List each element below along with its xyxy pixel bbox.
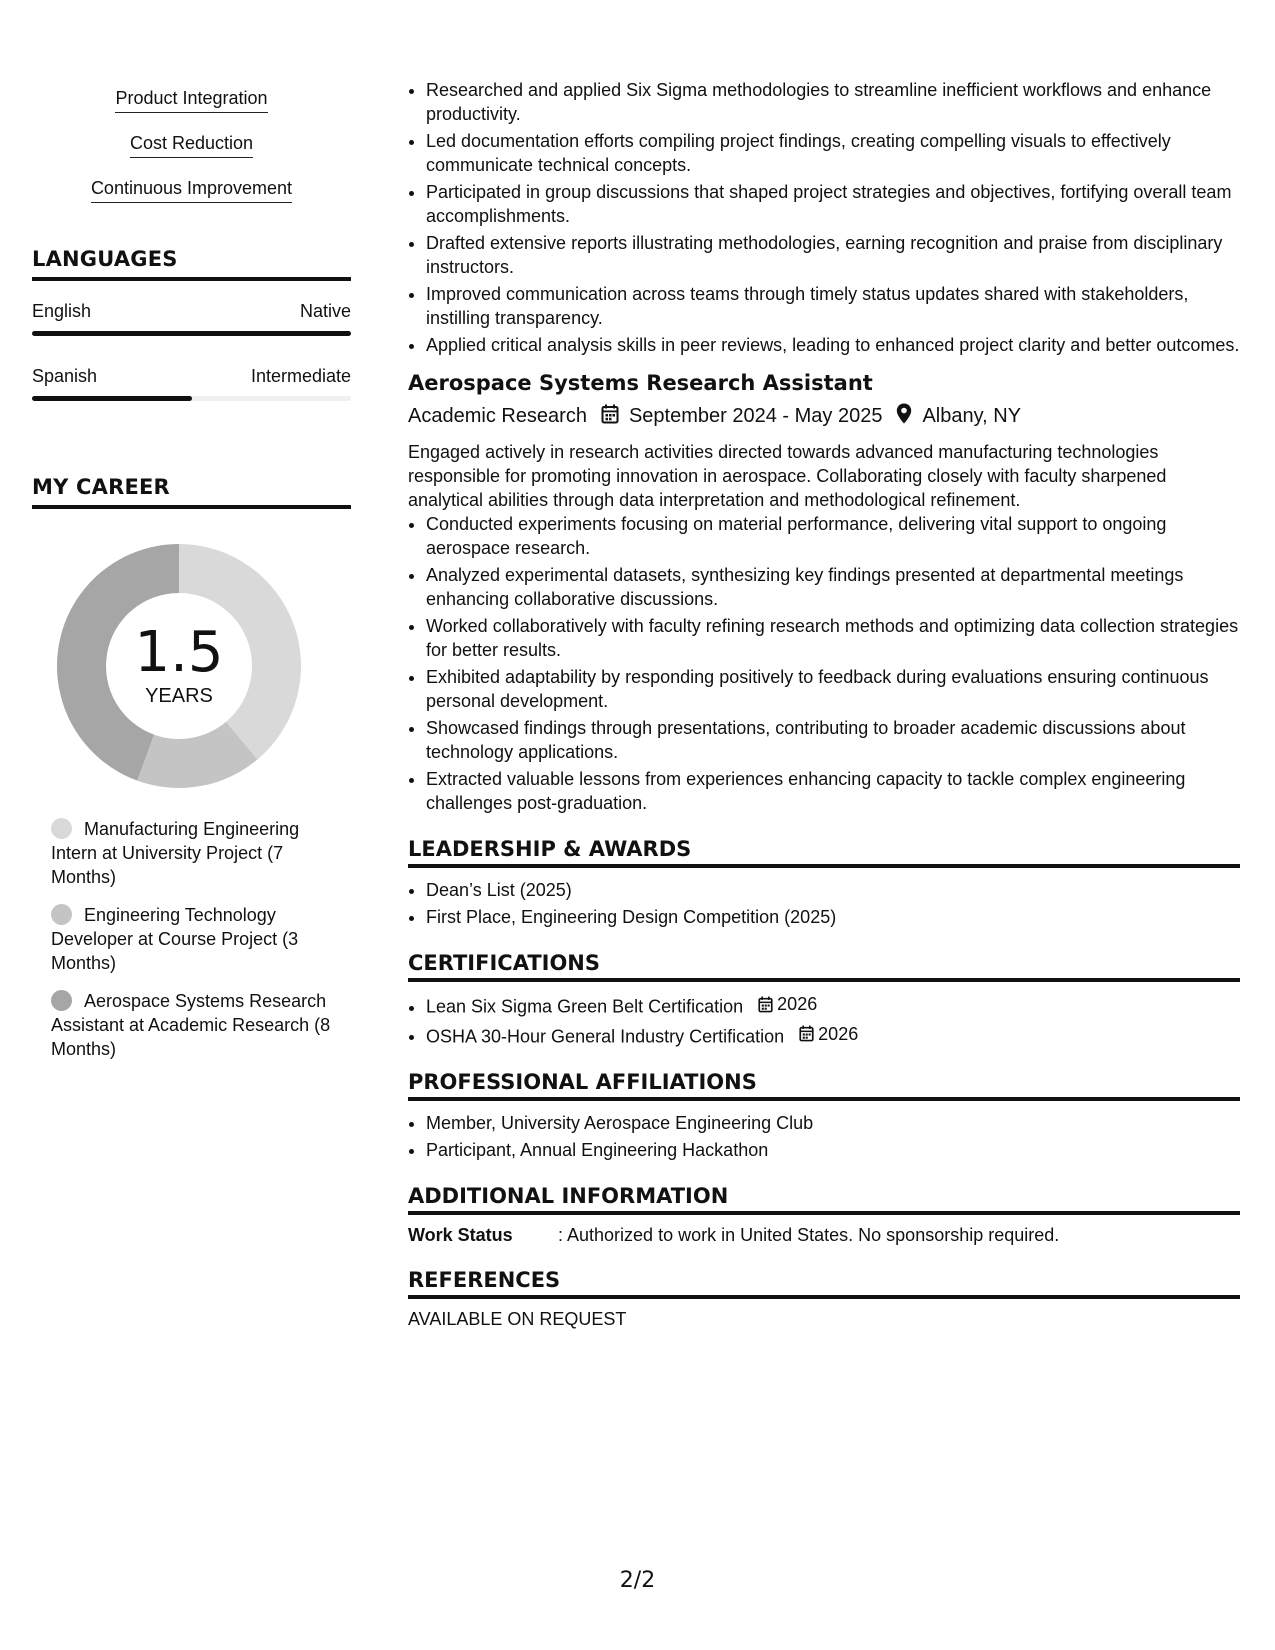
legend-dot [51, 818, 72, 839]
legend-item [51, 989, 341, 1061]
language-bar [32, 396, 351, 401]
legend-dot [51, 990, 72, 1011]
cert-name: Lean Six Sigma Green Belt Certification [426, 996, 744, 1017]
map-pin-icon [896, 403, 912, 430]
language-level: Intermediate [250, 366, 351, 386]
cert-name: OSHA 30-Hour General Industry Certification [426, 1026, 785, 1046]
calendar-icon [601, 404, 619, 430]
list-item [426, 1022, 1240, 1049]
right-column [408, 78, 1240, 1330]
language-spanish [32, 366, 351, 401]
list-item: • Led documentation efforts compiling project findings, creating compelling visuals to effectively communicate technical concepts. [426, 129, 1240, 177]
list-item: • Applied critical analysis skills in peer reviews, leading to enhanced project clarity and better outcomes. [426, 333, 1240, 357]
legend-label: Aerospace Systems Research Assistant at Academic Research (8 Months) [51, 991, 331, 1059]
career-legend [51, 817, 341, 1061]
left-column [32, 82, 351, 1075]
list-item: • Drafted extensive reports illustrating methodologies, earning recognition and praise from disciplinary instructors. [426, 231, 1240, 279]
career-donut-chart [54, 541, 304, 791]
list-item: • Participated in group discussions that shaped project strategies and objectives, fortifying overall team accomplishments. [426, 180, 1240, 228]
language-bar-fill [32, 396, 192, 401]
donut-center [54, 541, 304, 791]
language-name: English [32, 301, 92, 321]
language-level: Native [299, 301, 351, 321]
cert-year-text: 2026 [818, 1023, 859, 1044]
list-item: • Conducted experiments focusing on material performance, delivering vital support to ongoing aerospace research. [426, 512, 1240, 560]
list-item: • Improved communication across teams through timely status updates shared with stakeholders, instilling transparency. [426, 282, 1240, 330]
list-item: • Worked collaboratively with faculty refining research methods and optimizing data collection strategies for better results. [426, 614, 1240, 662]
leadership-title: LEADERSHIP & AWARDS [408, 837, 1240, 868]
list-item: • Dean’s List (2025) [426, 878, 1240, 902]
language-bar [32, 331, 351, 336]
work-status-value: : Authorized to work in United States. No sponsorship required. [558, 1225, 1060, 1245]
certifications-list [408, 992, 1240, 1048]
calendar-icon [799, 1025, 814, 1042]
language-name: Spanish [32, 366, 98, 386]
job-description: Engaged actively in research activities directed towards advanced manufacturing technologies responsible for promoting innovation in aerospace. Collaborating closely with faculty sharpened analytical abilities through data interpretation and methodological refinement. [408, 442, 1167, 510]
cert-year [799, 1022, 858, 1046]
affiliations-title: PROFESSIONAL AFFILIATIONS [408, 1070, 1240, 1101]
job-title: Aerospace Systems Research Assistant [408, 371, 873, 395]
job-org: Academic Research [408, 405, 587, 427]
language-english [32, 301, 351, 336]
cert-year-text: 2026 [777, 994, 818, 1014]
list-item: • Researched and applied Six Sigma methodologies to streamline inefficient workflows and enhance productivity. [426, 78, 1240, 126]
skill-item: Cost Reduction [130, 133, 253, 158]
legend-dot [51, 904, 72, 925]
work-status-label: Work Status [408, 1225, 513, 1245]
legend-label: Engineering Technology Developer at Course Project (3 Months) [51, 905, 299, 973]
legend-item [51, 903, 341, 975]
job-dates: September 2024 - May 2025 [628, 405, 883, 427]
list-item: • Participant, Annual Engineering Hackathon [426, 1138, 1240, 1162]
skill-item: Continuous Improvement [91, 178, 292, 203]
calendar-icon [758, 996, 773, 1013]
list-item: • Extracted valuable lessons from experiences enhancing capacity to tackle complex engineering challenges post-graduation. [426, 767, 1240, 815]
page-number: 2/2 [619, 1568, 656, 1593]
work-status-row [408, 1225, 1240, 1246]
job-location: Albany, NY [922, 405, 1022, 427]
language-bar-fill [32, 331, 351, 336]
legend-item [51, 817, 341, 889]
affiliations-list [408, 1111, 1240, 1162]
list-item: • Member, University Aerospace Engineering Club [426, 1111, 1240, 1135]
list-item: • Showcased findings through presentations, contributing to broader academic discussions about technology applications. [426, 716, 1240, 764]
career-title: MY CAREER [32, 475, 351, 509]
career-total: 1.5 [134, 620, 224, 685]
additional-info-title: ADDITIONAL INFORMATION [408, 1184, 1240, 1215]
skill-item: Product Integration [115, 88, 267, 113]
job-bullets [408, 512, 1240, 815]
references-text: AVAILABLE ON REQUEST [408, 1309, 627, 1329]
list-item: • First Place, Engineering Design Competition (2025) [426, 905, 1240, 929]
leadership-list [408, 878, 1240, 929]
career-unit: YEARS [145, 685, 213, 707]
cert-year [758, 992, 817, 1016]
previous-job-bullets [408, 78, 1240, 357]
list-item: • Analyzed experimental datasets, synthesizing key findings presented at departmental meetings enhancing collaborative discussions. [426, 563, 1240, 611]
references-title: REFERENCES [408, 1268, 1240, 1299]
languages-title: LANGUAGES [32, 247, 351, 281]
list-item: • Exhibited adaptability by responding positively to feedback during evaluations ensuring continuous personal development. [426, 665, 1240, 713]
list-item [426, 992, 1240, 1019]
certifications-title: CERTIFICATIONS [408, 951, 1240, 982]
skills-list [32, 82, 351, 217]
legend-label: Manufacturing Engineering Intern at University Project (7 Months) [51, 819, 300, 887]
job-meta [408, 403, 1240, 430]
